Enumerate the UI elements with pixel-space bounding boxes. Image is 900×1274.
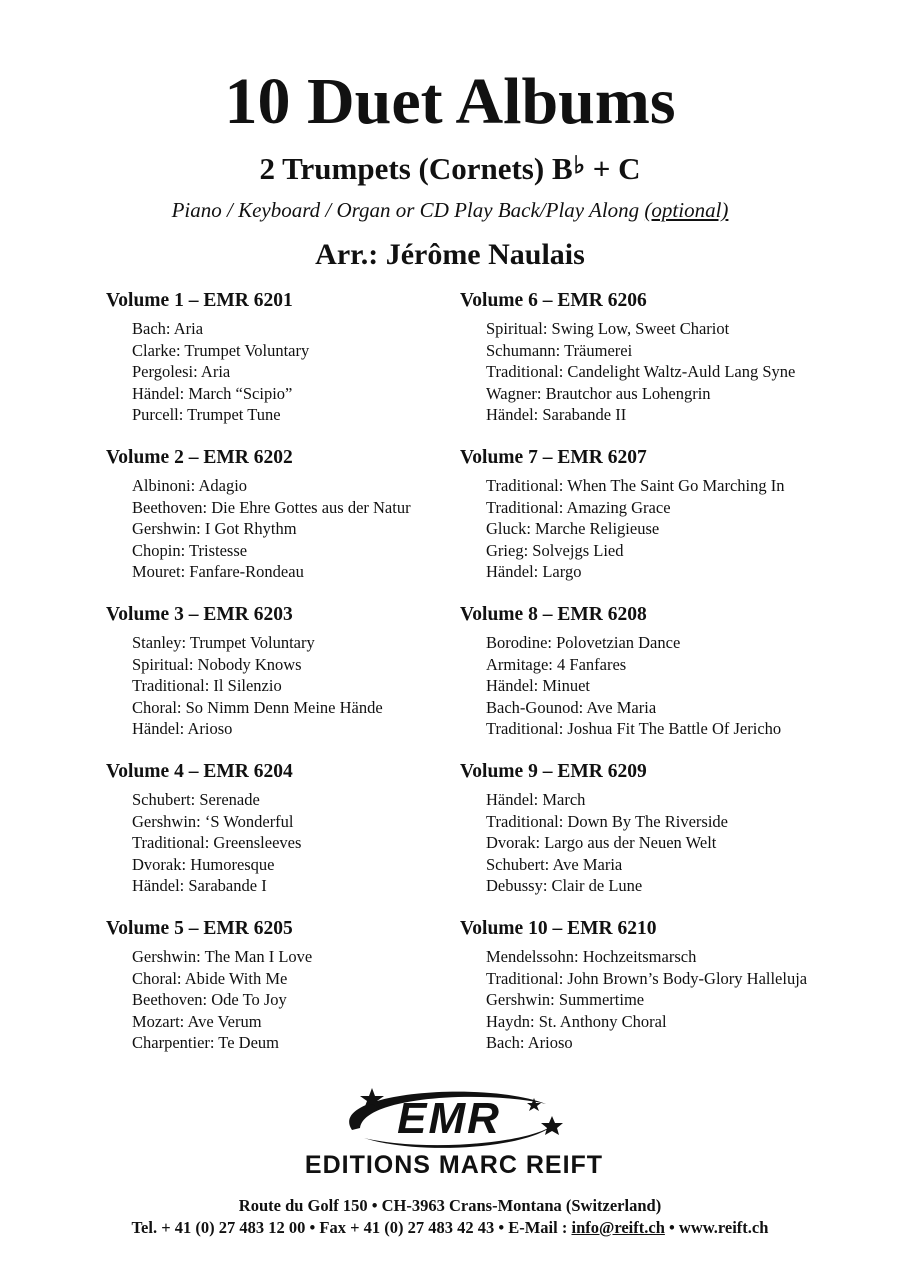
- piece-item: Spiritual: Swing Low, Sweet Chariot: [486, 319, 730, 338]
- accompaniment-text: Piano / Keyboard / Organ or CD Play Back/Play Along: [171, 198, 645, 222]
- piece-item: Beethoven: Ode To Joy: [132, 990, 287, 1009]
- piece-item: Traditional: Joshua Fit The Battle Of Jericho: [486, 719, 782, 738]
- piece-item: Gluck: Marche Religieuse: [486, 519, 660, 538]
- subtitle-tail: + C: [584, 151, 641, 186]
- piece-list: [460, 318, 880, 426]
- volume-heading: Volume 5 – EMR 6205: [106, 918, 293, 939]
- piece-item: Schubert: Ave Maria: [486, 854, 623, 874]
- volume-block: [106, 288, 456, 445]
- piece-item: Spiritual: Nobody Knows: [132, 654, 302, 674]
- piece-item: Chopin: Tristesse: [132, 540, 248, 560]
- piece-list: [460, 632, 880, 740]
- piece-item: Händel: Sarabande II: [486, 405, 627, 424]
- piece-item: Bach: Arioso: [486, 1033, 573, 1052]
- logo-mark: EMR: [397, 1094, 501, 1143]
- piece-item: Charpentier: Te Deum: [132, 1033, 279, 1052]
- piece-item: Traditional: John Brown’s Body-Glory Halleluja: [486, 968, 808, 988]
- piece-item: Traditional: Il Silenzio: [132, 676, 282, 695]
- piece-list: [106, 946, 456, 1054]
- piece-item: Purcell: Trumpet Tune: [132, 405, 281, 424]
- piece-item: Schubert: Serenade: [132, 790, 260, 809]
- piece-item: Beethoven: Die Ehre Gottes aus der Natur: [132, 497, 411, 517]
- volume-block: [106, 759, 456, 916]
- volume-heading: Volume 6 – EMR 6206: [460, 290, 647, 311]
- piece-item: Mouret: Fanfare-Rondeau: [132, 562, 304, 581]
- logo-wordmark: EDITIONS MARC REIFT: [304, 1151, 604, 1179]
- piece-item: Gershwin: I Got Rhythm: [132, 519, 297, 538]
- piece-list: [460, 475, 880, 583]
- volume-block: [460, 759, 880, 916]
- piece-item: Traditional: When The Saint Go Marching In: [486, 476, 785, 495]
- volume-heading: Volume 1 – EMR 6201: [106, 290, 293, 311]
- instrumentation-subtitle: [0, 146, 900, 189]
- volume-block: [460, 445, 880, 602]
- piece-item: Händel: Minuet: [486, 676, 591, 695]
- volume-block: [106, 445, 456, 602]
- volume-heading: Volume 7 – EMR 6207: [460, 447, 647, 468]
- volume-block: [460, 288, 880, 445]
- piece-item: Debussy: Clair de Lune: [486, 876, 643, 895]
- volume-heading: Volume 10 – EMR 6210: [460, 918, 657, 939]
- piece-item: Händel: Arioso: [132, 719, 233, 738]
- piece-item: Traditional: Down By The Riverside: [486, 811, 728, 831]
- piece-list: [460, 946, 880, 1054]
- contact-phone-fax: Tel. + 41 (0) 27 483 12 00 • Fax + 41 (0) 27 483 42 43 • E-Mail :: [131, 1218, 572, 1237]
- volume-heading: Volume 4 – EMR 6204: [106, 761, 293, 782]
- piece-item: Choral: So Nimm Denn Meine Hände: [132, 697, 383, 717]
- piece-item: Pergolesi: Aria: [132, 362, 231, 381]
- volume-heading: Volume 3 – EMR 6203: [106, 604, 293, 625]
- piece-item: Clarke: Trumpet Voluntary: [132, 340, 310, 360]
- volume-heading: Volume 8 – EMR 6208: [460, 604, 647, 625]
- piece-list: [106, 318, 456, 426]
- piece-item: Traditional: Amazing Grace: [486, 497, 671, 517]
- piece-item: Mendelssohn: Hochzeitsmarsch: [486, 947, 697, 966]
- publisher-contact: [0, 1217, 900, 1239]
- piece-item: Bach-Gounod: Ave Maria: [486, 697, 657, 717]
- piece-item: Borodine: Polovetzian Dance: [486, 633, 681, 652]
- volume-heading: Volume 9 – EMR 6209: [460, 761, 647, 782]
- piece-item: Gershwin: The Man I Love: [132, 947, 313, 966]
- album-title: 10 Duet Albums: [224, 65, 676, 138]
- piece-item: Grieg: Solvejgs Lied: [486, 540, 624, 560]
- volume-block: [460, 602, 880, 759]
- website-text: • www.reift.ch: [664, 1218, 769, 1237]
- piece-item: Mozart: Ave Verum: [132, 1011, 262, 1031]
- volume-heading: Volume 2 – EMR 6202: [106, 447, 293, 468]
- piece-item: Händel: March: [486, 790, 586, 809]
- volume-block: [106, 602, 456, 759]
- piece-item: Händel: Largo: [486, 562, 582, 581]
- piece-item: Dvorak: Largo aus der Neuen Welt: [486, 833, 717, 852]
- optional-note: (optional): [644, 198, 729, 222]
- piece-item: Gershwin: Summertime: [486, 990, 645, 1009]
- piece-item: Händel: Sarabande I: [132, 876, 267, 895]
- piece-item: Wagner: Brautchor aus Lohengrin: [486, 383, 711, 403]
- piece-list: [106, 632, 456, 740]
- piece-item: Stanley: Trumpet Voluntary: [132, 633, 315, 652]
- flat-sign-icon: ♭: [573, 153, 585, 179]
- piece-item: Armitage: 4 Fanfares: [486, 654, 627, 674]
- piece-item: Dvorak: Humoresque: [132, 854, 275, 874]
- publisher-address: Route du Golf 150 • CH-3963 Crans-Montana (Switzerland): [238, 1196, 662, 1215]
- piece-list: [106, 789, 456, 897]
- piece-item: Händel: March “Scipio”: [132, 383, 293, 403]
- piece-item: Gershwin: ‘S Wonderful: [132, 811, 294, 831]
- piece-item: Haydn: St. Anthony Choral: [486, 1011, 667, 1031]
- volumes-column-left: [106, 288, 456, 1073]
- piece-item: Choral: Abide With Me: [132, 968, 288, 988]
- volumes-column-right: [460, 288, 880, 1073]
- piece-item: Traditional: Candelight Waltz-Auld Lang Syne: [486, 362, 796, 381]
- piece-item: Schumann: Träumerei: [486, 340, 633, 360]
- accompaniment-line: [0, 196, 900, 224]
- volume-block: [106, 916, 456, 1073]
- piece-item: Traditional: Greensleeves: [132, 833, 302, 852]
- piece-list: [460, 789, 880, 897]
- piece-item: Bach: Aria: [132, 319, 204, 338]
- email-link[interactable]: info@reift.ch: [571, 1218, 665, 1237]
- arranger-line: Arr.: Jérôme Naulais: [315, 238, 585, 271]
- volume-block: [460, 916, 880, 1073]
- publisher-logo: [234, 1082, 674, 1182]
- subtitle-text: 2 Trumpets (Cornets) B: [259, 151, 573, 186]
- piece-list: [106, 475, 456, 583]
- piece-item: Albinoni: Adagio: [132, 476, 248, 495]
